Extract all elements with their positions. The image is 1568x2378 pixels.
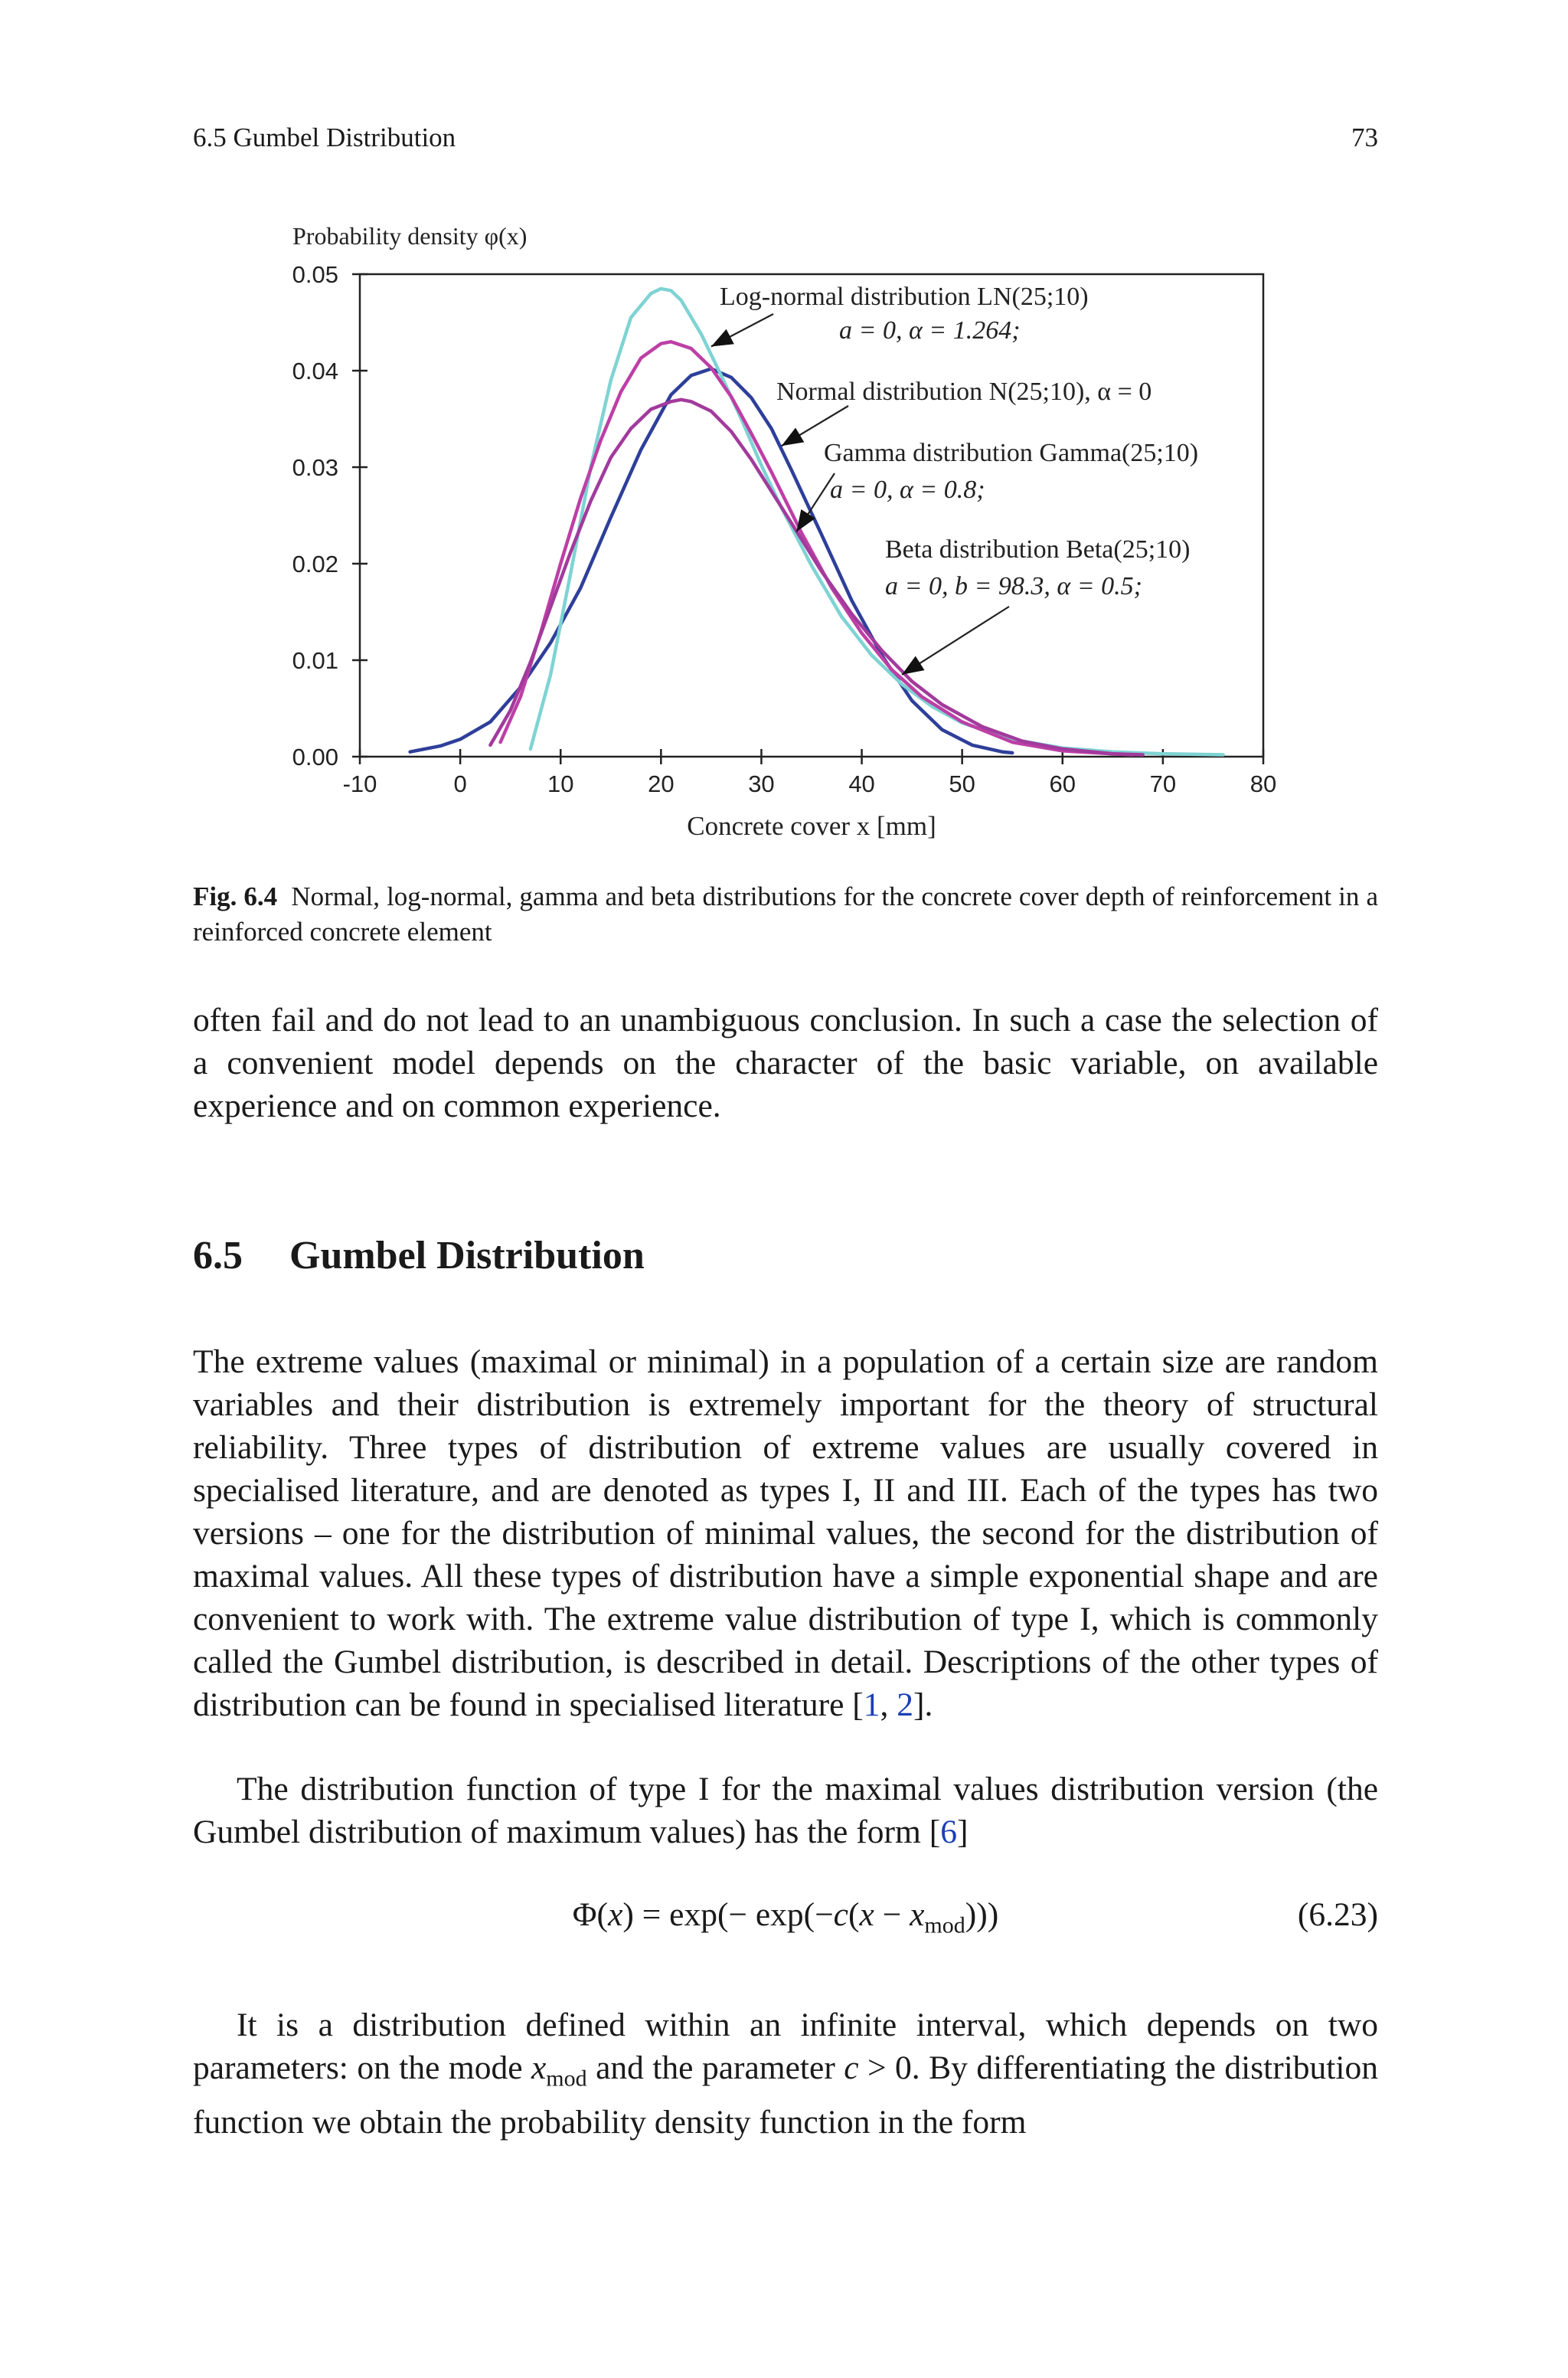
x-tick-label: 80 [1250,770,1277,797]
y-tick-label: 0.02 [292,551,338,577]
x-tick-label: 60 [1049,770,1076,797]
paragraph-intro: often fail and do not lead to an unambiguous conclusion. In such a case the selection of a convenient model depends on the character of the basic variable, on available experience and on common experience. [193,1002,1378,1124]
running-head-section: 6.5 Gumbel Distribution [193,123,456,152]
paragraph-infinite-interval-text-b: and the parameter [586,2049,844,2086]
annotation-params: a = 0, α = 1.264; [839,316,1021,345]
caption-label: Fig. 6.4 [193,882,278,911]
x-tick-label: 10 [547,770,574,797]
y-tick-label: 0.04 [292,358,338,384]
annotation-arrowhead [711,329,734,347]
x-tick-label: 70 [1149,770,1177,797]
page-number: 73 [1351,123,1378,152]
section-title: Gumbel Distribution [289,1234,645,1277]
bracket: [ [929,1814,941,1850]
x-tick-label: 20 [648,770,675,797]
y-tick-label: 0.03 [292,454,338,481]
citation-1-link[interactable]: 1 [863,1686,880,1723]
x-tick-label: 30 [748,770,775,797]
y-tick-label: 0.01 [292,647,338,674]
annotation-label: Gamma distribution Gamma(25;10) [824,439,1199,467]
y-tick-label: 0.00 [292,744,338,770]
paragraph-distribution-function [193,1768,1378,1853]
y-axis-label: Probability density φ(x) [292,222,528,250]
x-tick-label: 0 [453,770,467,797]
annotation-params: a = 0, b = 98.3, α = 0.5; [885,572,1142,600]
x-axis-label: Concrete cover x [mm] [687,811,936,841]
paragraph-infinite-interval: It is a distribution defined within an infinite interval, which depends on two parameters: on the mode $x_{mod}$ and the parameter c > 0. By differentiating the distribution function we obtain the probability density function in the form [193,2007,1378,2141]
annotation-arrowhead [782,427,805,446]
section-heading [193,1233,645,1278]
equation-number: (6.23) [1297,1896,1378,1933]
equation-6-23 [193,1896,1378,1941]
bracket: ]. [913,1686,933,1723]
caption-text: Normal, log-normal, gamma and beta distributions for the concrete cover depth of reinforcement in a reinforced concrete element [193,882,1378,947]
paragraph-extreme-values-text: The extreme values (maximal or minimal) in a population of a certain size are random variables and their distribution is extremely important for the theory of structural reliability. Three types of distribution of extreme values are usually covered in specialised literature, and are denoted as types I, II and III. Each of the types has two versions – one for the distribution of minimal values, the second for the distribution of maximal values. All these types of distribution have a simple exponential shape and are convenient to work with. The extreme value distribution of type I, which is commonly called the Gumbel distribution, is described in detail. Descriptions of the other types of distribution can be found in specialised literature [193,1343,1378,1723]
x-tick-label: 50 [949,770,975,797]
paragraph-extreme-values [193,1340,1378,1726]
figure-caption [193,879,1378,950]
x-tick-label: -10 [342,770,377,797]
citation-6-link[interactable]: 6 [940,1814,957,1850]
y-tick-label: 0.05 [292,261,338,288]
annotation-params: a = 0, α = 0.8; [830,476,985,504]
paragraph-infinite-interval-text-a: It is a distribution defined within an infinite interval, which depends on two parameters: on the mode [193,2007,1378,2086]
bracket: ] [956,1814,969,1850]
annotation-label: Beta distribution Beta(25;10) [885,535,1191,564]
paragraph-infinite-interval-text-c: . By differentiating the distribution function we obtain the probability density function in the form [193,2049,1378,2141]
annotation-arrowhead [902,656,925,675]
equation-formula: $\Phi(x) = \exp(- \exp(-c(x - x_{mod})))$ [572,1896,999,1938]
annotation-label: Normal distribution N(25;10), α = 0 [776,378,1152,406]
annotation-label: Log-normal distribution LN(25;10) [720,283,1089,311]
series-line [531,289,1223,755]
separator: , [880,1686,897,1723]
figure-6-4-chart [0,0,1568,873]
paragraph-distribution-function-text: The distribution function of type I for the maximal values distribution version (the Gumbel distribution of maximum values) has the form [193,1771,1378,1850]
citation-2-link[interactable]: 2 [897,1686,914,1723]
section-number: 6.5 [193,1234,243,1277]
x-tick-label: 40 [848,770,875,797]
bracket: [ [852,1686,864,1723]
